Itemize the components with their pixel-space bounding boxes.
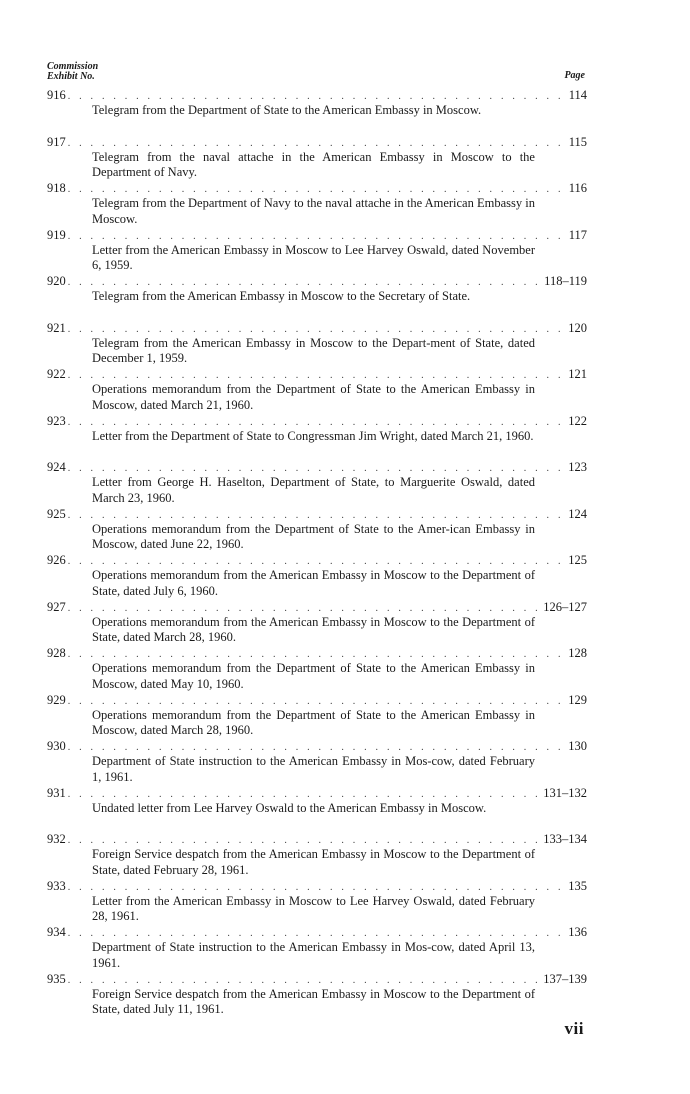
dot-leader xyxy=(68,276,542,290)
dot-leader xyxy=(68,323,567,337)
page-reference: 131–132 xyxy=(543,785,587,800)
exhibit-description: Operations memorandum from the American Embassy in Moscow to the Department of State, dated July 6, 1960. xyxy=(92,568,535,598)
exhibit-description: Letter from the Department of State to Congressman Jim Wright, dated March 21, 1960. xyxy=(92,428,534,443)
entry-leader-line xyxy=(47,88,587,102)
entry-leader-line xyxy=(47,646,587,660)
entry-leader-line xyxy=(47,181,587,195)
exhibit-entry xyxy=(47,600,587,647)
page-reference: 130 xyxy=(568,739,587,753)
exhibit-description: Operations memorandum from the Department of State to the American Embassy in Moscow, dated March 28, 1960. xyxy=(92,707,535,737)
exhibit-description: Telegram from the American Embassy in Moscow to the Secretary of State. xyxy=(92,289,471,303)
page-reference: 120 xyxy=(568,320,587,335)
exhibit-heading-line1: Commission xyxy=(47,61,99,72)
page-reference: 125 xyxy=(568,553,587,567)
dot-leader xyxy=(68,788,542,802)
exhibit-description: Foreign Service despatch from the American Embassy in Moscow to the Department of State, dated February 28, 1961. xyxy=(92,847,535,877)
exhibit-entry xyxy=(47,414,587,461)
exhibit-description: Operations memorandum from the Department of State to the American Embassy in Moscow, dated May 10, 1960. xyxy=(92,661,535,691)
exhibit-entry xyxy=(47,646,587,693)
exhibit-number: 927 xyxy=(47,599,66,614)
dot-leader xyxy=(68,927,567,941)
page-reference: 133–134 xyxy=(543,832,587,846)
page-reference: 121 xyxy=(568,367,587,381)
exhibit-number: 916 xyxy=(47,88,66,102)
exhibit-number: 920 xyxy=(47,274,66,288)
exhibit-number: 921 xyxy=(47,320,66,335)
page-reference: 123 xyxy=(568,460,587,474)
dot-leader xyxy=(68,602,542,616)
page-reference: 115 xyxy=(568,134,587,149)
page-reference: 136 xyxy=(568,925,587,939)
exhibit-number: 928 xyxy=(47,646,66,660)
page-reference: 128 xyxy=(568,646,587,660)
exhibit-description: Letter from the American Embassy in Moscow to Lee Harvey Oswald, dated February 28, 1961. xyxy=(92,893,535,923)
exhibit-column-heading xyxy=(47,62,98,82)
exhibit-entry xyxy=(47,460,587,507)
entry-leader-line xyxy=(47,693,587,707)
exhibit-description: Operations memorandum from the American Embassy in Moscow to the Department of State, dated March 28, 1960. xyxy=(92,614,535,644)
entry-leader-line xyxy=(47,879,587,893)
entry-leader-line xyxy=(47,739,587,753)
exhibit-entry xyxy=(47,879,587,926)
exhibit-number: 926 xyxy=(47,553,66,567)
exhibit-description: Letter from the American Embassy in Moscow to Lee Harvey Oswald, dated November 6, 1959. xyxy=(92,242,535,272)
page-number: vii xyxy=(564,1019,584,1038)
exhibit-number: 924 xyxy=(47,460,66,474)
exhibit-number: 935 xyxy=(47,971,66,986)
dot-leader xyxy=(68,555,567,569)
exhibit-description: Operations memorandum from the Department of State to the American Embassy in Moscow, dated March 21, 1960. xyxy=(92,382,535,412)
entry-leader-line xyxy=(47,600,587,614)
dot-leader xyxy=(68,230,567,244)
page-reference: 114 xyxy=(568,88,587,102)
exhibit-entry xyxy=(47,228,587,275)
exhibit-entry xyxy=(47,925,587,972)
exhibit-description: Operations memorandum from the Department of State to the Amer-ican Embassy in Moscow, dated June 22, 1960. xyxy=(92,521,535,551)
exhibit-number: 933 xyxy=(47,878,66,893)
entry-leader-line xyxy=(47,786,587,800)
exhibit-description: Telegram from the Department of Navy to the naval attache in the American Embassy in Moscow. xyxy=(92,196,535,226)
exhibit-description: Department of State instruction to the American Embassy in Mos-cow, dated April 13, 1961. xyxy=(92,940,535,970)
page-reference: 124 xyxy=(568,506,587,521)
entry-leader-line xyxy=(47,321,587,335)
dot-leader xyxy=(68,881,567,895)
exhibit-entry xyxy=(47,693,587,740)
exhibit-number: 932 xyxy=(47,832,66,846)
dot-leader xyxy=(68,695,567,709)
exhibit-number: 917 xyxy=(47,134,66,149)
entry-leader-line xyxy=(47,925,587,939)
dot-leader xyxy=(68,462,567,476)
dot-leader xyxy=(68,741,567,755)
exhibit-heading-line2: Exhibit No. xyxy=(47,71,95,82)
entry-leader-line xyxy=(47,972,587,986)
dot-leader xyxy=(68,183,567,197)
entry-leader-line xyxy=(47,507,587,521)
exhibit-number: 930 xyxy=(47,739,66,753)
exhibit-number: 931 xyxy=(47,785,66,800)
dot-leader xyxy=(68,648,567,662)
exhibit-description: Undated letter from Lee Harvey Oswald to the American Embassy in Moscow. xyxy=(92,800,487,815)
page-reference: 116 xyxy=(568,181,587,195)
exhibit-number: 925 xyxy=(47,506,66,521)
exhibit-number: 919 xyxy=(47,227,66,242)
page-reference: 137–139 xyxy=(543,971,587,986)
exhibit-entry xyxy=(47,786,587,833)
dot-leader xyxy=(68,834,542,848)
exhibit-number: 923 xyxy=(47,413,66,428)
dot-leader xyxy=(68,974,542,988)
exhibit-entry xyxy=(47,274,587,321)
dot-leader xyxy=(68,416,567,430)
exhibit-number: 934 xyxy=(47,925,66,939)
entry-leader-line xyxy=(47,414,587,428)
entry-leader-line xyxy=(47,832,587,846)
dot-leader xyxy=(68,369,567,383)
entry-leader-line xyxy=(47,135,587,149)
exhibit-description: Foreign Service despatch from the American Embassy in Moscow to the Department of State, dated July 11, 1961. xyxy=(92,986,535,1016)
page-reference: 122 xyxy=(568,413,587,428)
exhibit-entry xyxy=(47,135,587,182)
exhibit-entry xyxy=(47,739,587,786)
dot-leader xyxy=(68,137,567,151)
exhibit-entry xyxy=(47,367,587,414)
dot-leader xyxy=(68,90,567,104)
exhibit-description: Telegram from the naval attache in the American Embassy in Moscow to the Department of Navy. xyxy=(92,149,535,179)
dot-leader xyxy=(68,509,567,523)
page-reference: 118–119 xyxy=(544,274,587,288)
exhibit-description: Department of State instruction to the American Embassy in Mos-cow, dated February 1, 1961. xyxy=(92,754,535,784)
page-reference: 129 xyxy=(568,692,587,707)
exhibit-entry xyxy=(47,553,587,600)
entry-leader-line xyxy=(47,228,587,242)
page-reference: 126–127 xyxy=(543,599,587,614)
exhibit-list xyxy=(47,88,587,1018)
page-reference: 135 xyxy=(568,878,587,893)
exhibit-entry xyxy=(47,321,587,368)
entry-leader-line xyxy=(47,274,587,288)
exhibit-entry xyxy=(47,972,587,1019)
exhibit-entry xyxy=(47,832,587,879)
entry-leader-line xyxy=(47,367,587,381)
column-header xyxy=(47,62,587,86)
exhibit-entry xyxy=(47,507,587,554)
exhibit-description: Telegram from the American Embassy in Moscow to the Depart-ment of State, dated December 1, 1959. xyxy=(92,335,535,365)
exhibit-entry xyxy=(47,88,587,135)
exhibit-description: Letter from George H. Haselton, Department of State, to Marguerite Oswald, dated March 23, 1960. xyxy=(92,475,535,505)
page-column-heading: Page xyxy=(564,70,585,81)
exhibit-description: Telegram from the Department of State to the American Embassy in Moscow. xyxy=(92,103,482,117)
exhibit-number: 922 xyxy=(47,367,66,381)
exhibit-number: 918 xyxy=(47,181,66,195)
entry-leader-line xyxy=(47,460,587,474)
entry-leader-line xyxy=(47,553,587,567)
exhibit-entry xyxy=(47,181,587,228)
exhibit-number: 929 xyxy=(47,692,66,707)
page-reference: 117 xyxy=(568,227,587,242)
